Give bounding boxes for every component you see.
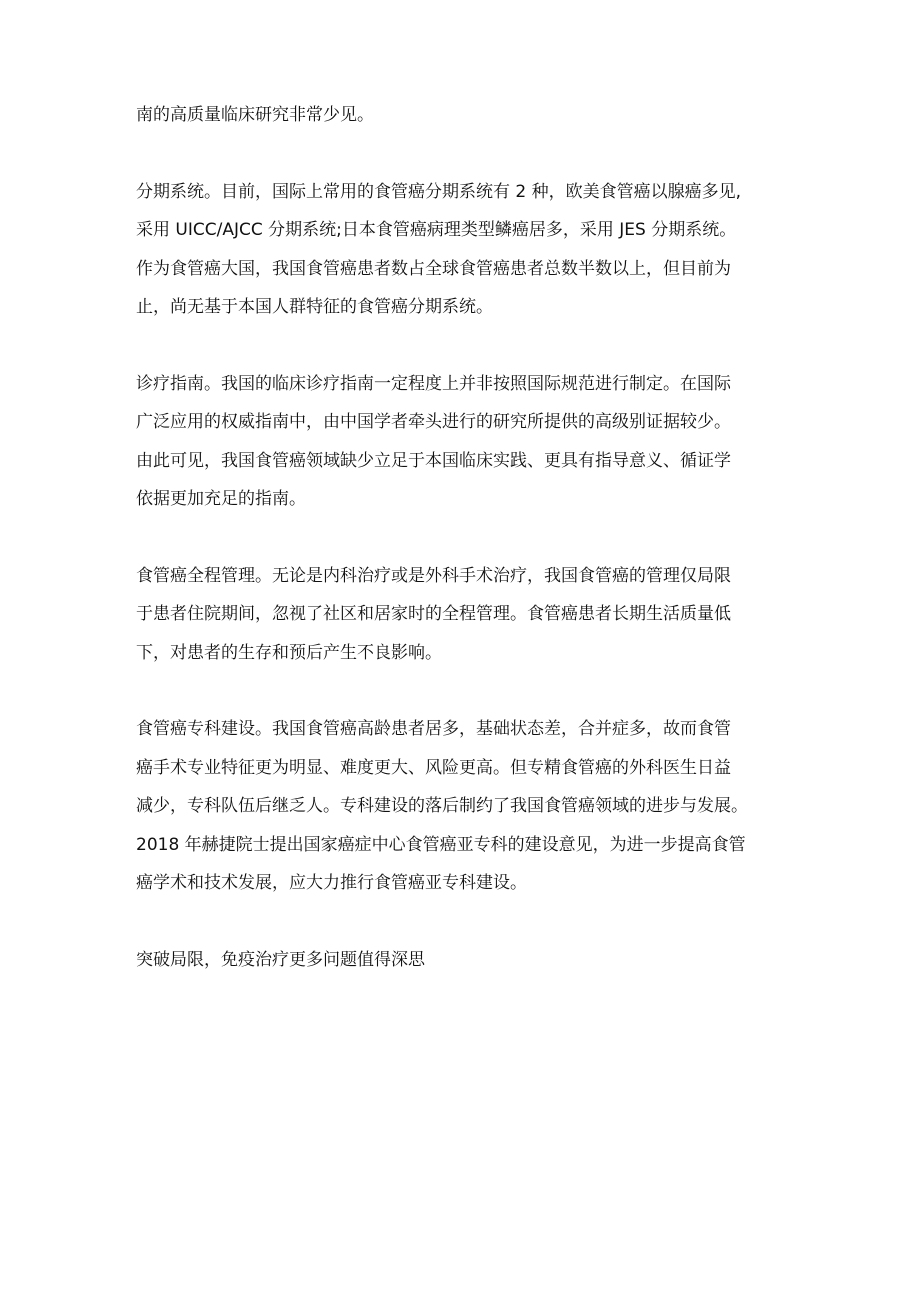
text-line: 止，尚无基于本国人群特征的食管癌分期系统。 [136, 297, 493, 317]
section-heading-immunotherapy [136, 941, 800, 980]
text-line: 癌手术专业特征更为明显、难度更大、风险更高。但专精食管癌的外科医生日益 [136, 757, 731, 778]
text-line: 采用 UICC/AJCC 分期系统;日本食管癌病理类型鳞癌居多，采用 JES 分期系统。 [136, 220, 737, 240]
text-line: 广泛应用的权威指南中，由中国学者牵头进行的研究所提供的高级别证据较少。 [136, 412, 731, 432]
text-line: 减少，专科队伍后继乏人。专科建设的落后制约了我国食管癌领域的进步与发展。 [136, 796, 748, 816]
text-line: 依据更加充足的指南。 [136, 489, 306, 509]
paragraph-specialty-development [136, 710, 800, 903]
text-line: 2018 年赫捷院士提出国家癌症中心食管癌亚专科的建设意见，为进一步提高食管 [136, 834, 746, 855]
text-line: 作为食管癌大国，我国食管癌患者数占全球食管癌患者总数半数以上，但目前为 [136, 258, 731, 279]
text-line: 食管癌全程管理。无论是内科治疗或是外科手术治疗，我国食管癌的管理仅局限 [136, 565, 731, 586]
text-line: 食管癌专科建设。我国食管癌高龄患者居多，基础状态差，合并症多，故而食管 [136, 719, 731, 739]
text-line: 由此可见，我国食管癌领域缺少立足于本国临床实践、更具有指导意义、循证学 [136, 450, 731, 471]
paragraph-treatment-guidelines [136, 365, 800, 519]
text-line: 分期系统。目前，国际上常用的食管癌分期系统有 2 种，欧美食管癌以腺癌多见, [136, 181, 742, 202]
text-line: 突破局限，免疫治疗更多问题值得深思 [136, 949, 425, 970]
text-line: 于患者住院期间，忽视了社区和居家时的全程管理。食管癌患者长期生活质量低 [136, 604, 731, 624]
text-line: 诊疗指南。我国的临床诊疗指南一定程度上并非按照国际规范进行制定。在国际 [136, 373, 731, 394]
text-line: 下，对患者的生存和预后产生不良影响。 [136, 642, 442, 663]
document-body [136, 96, 800, 979]
paragraph-staging-system [136, 173, 800, 327]
paragraph-guideline-continuation [136, 96, 800, 135]
paragraph-full-course-management [136, 557, 800, 673]
text-line: 南的高质量临床研究非常少见。 [136, 105, 374, 125]
text-line: 癌学术和技术发展，应大力推行食管癌亚专科建设。 [136, 873, 527, 893]
